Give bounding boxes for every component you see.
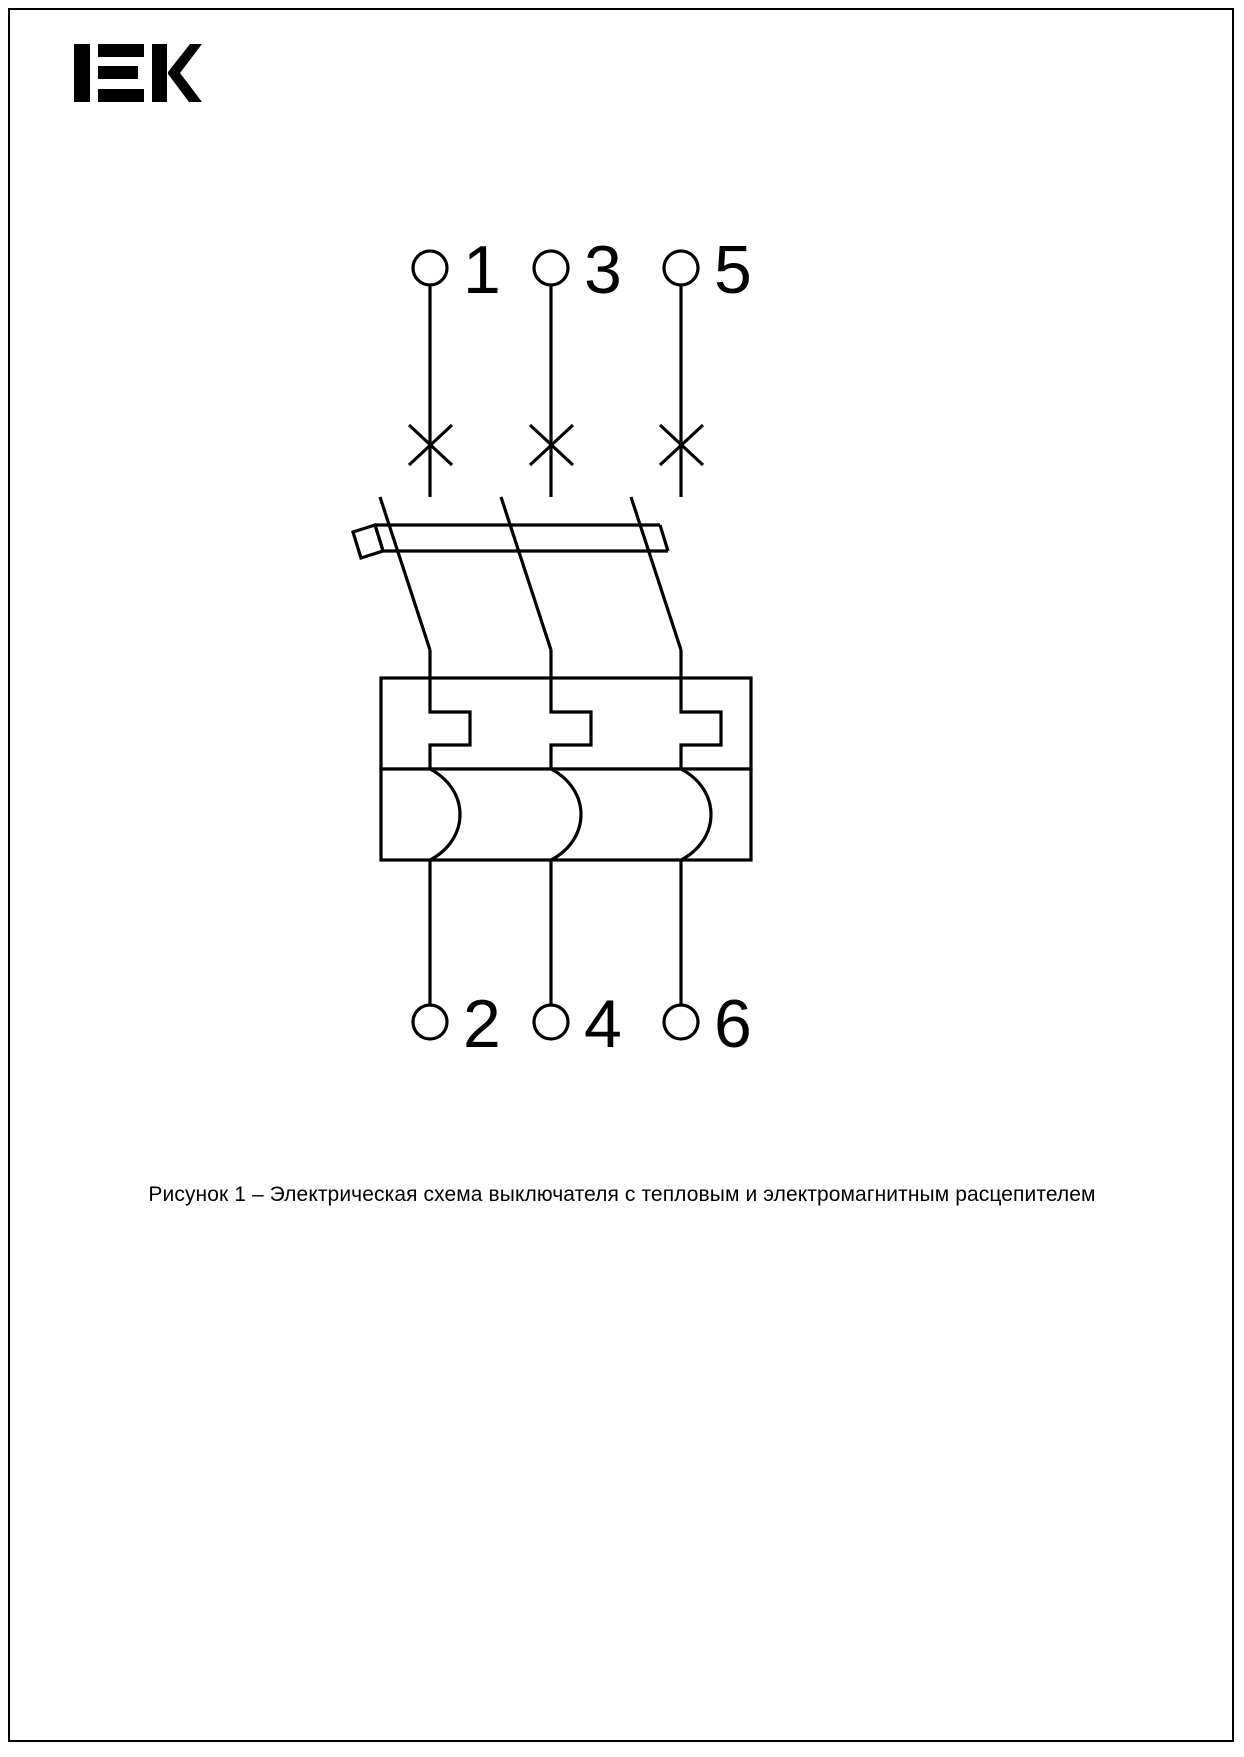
terminal-label-2: 2 [463,986,501,1062]
figure-caption: Рисунок 1 – Электрическая схема выключателя с тепловым и электромагнитным расцепителем [148,1183,1096,1206]
terminal-label-1: 1 [463,232,501,308]
terminal-label-6: 6 [714,986,752,1062]
terminal-label-5: 5 [714,232,752,308]
terminal-label-3: 3 [584,232,622,308]
terminal-label-4: 4 [584,986,622,1062]
